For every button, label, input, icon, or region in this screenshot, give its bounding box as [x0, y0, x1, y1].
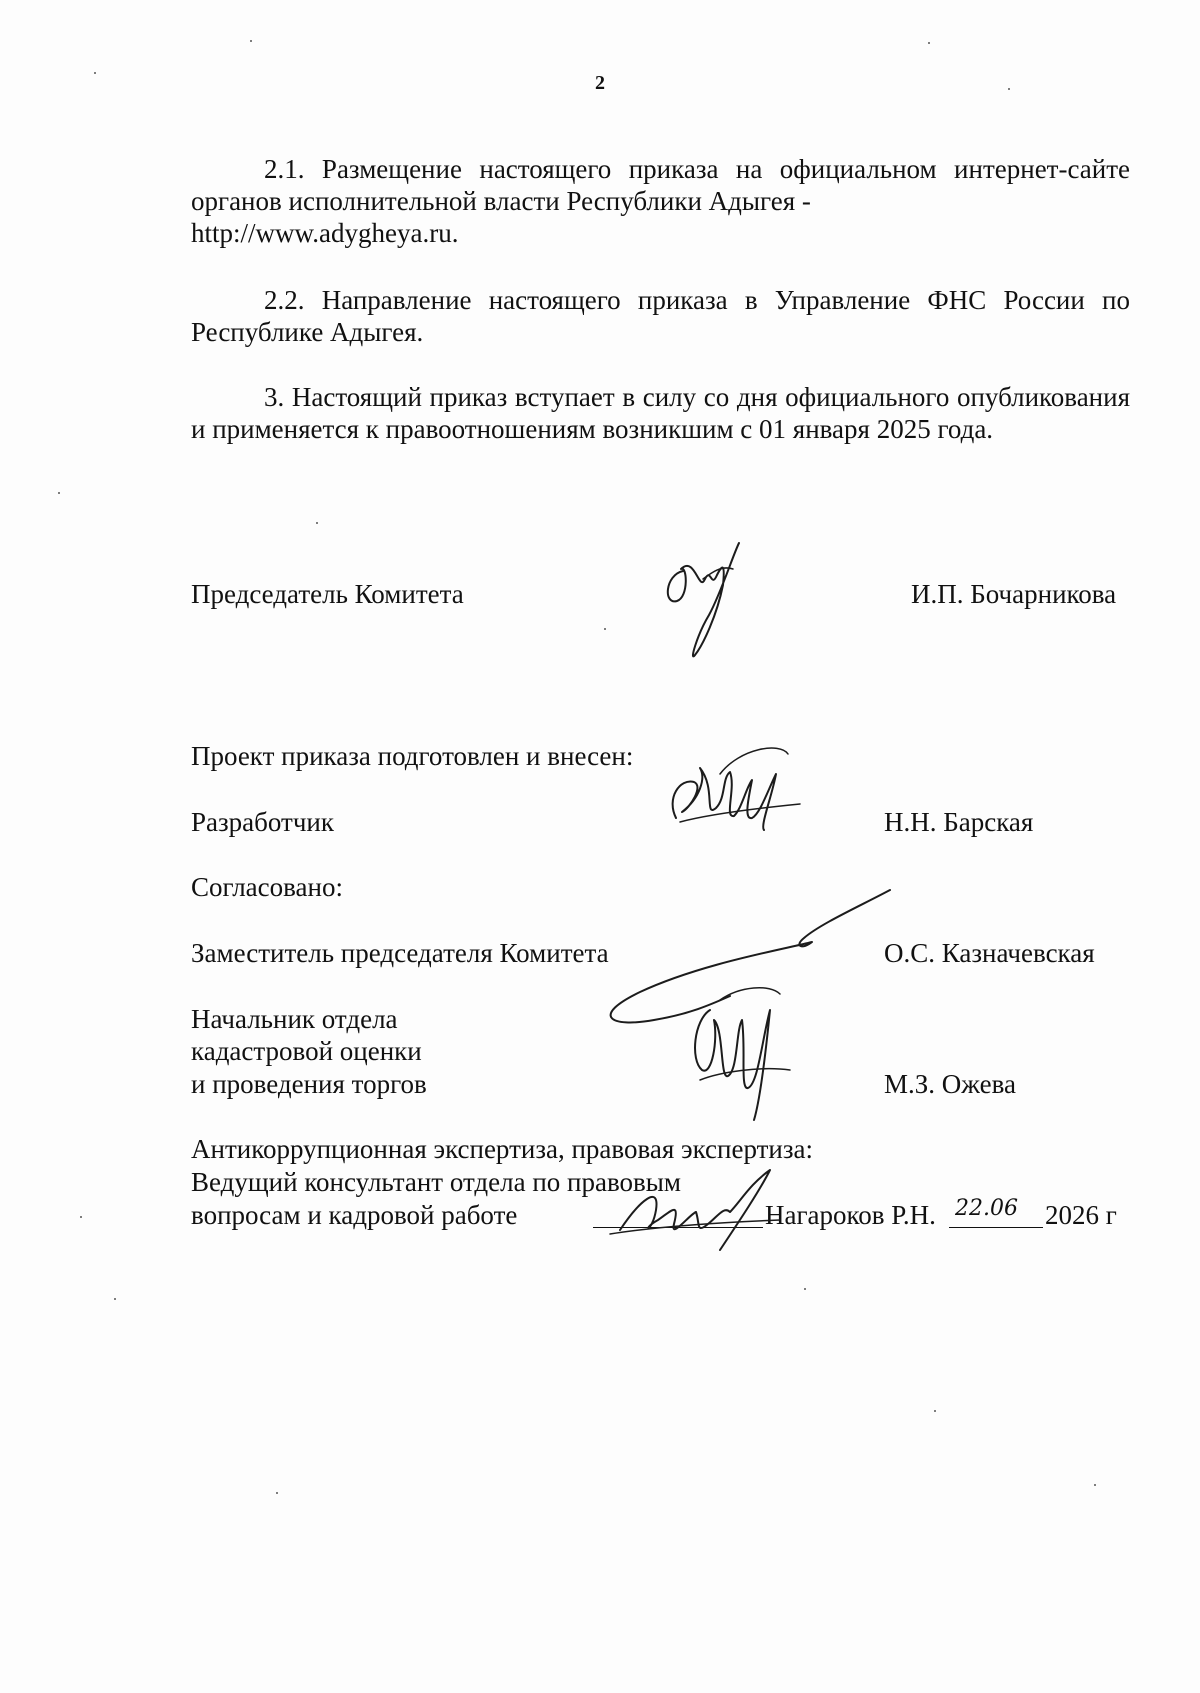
paragraph-2-1 [191, 153, 1130, 217]
website-link-text: http://www.adygheya.ru. [191, 218, 459, 248]
paragraph-2-2-text: 2.2. Направление настоящего приказа в Управление ФНС России по Республике Адыгея. [191, 285, 1130, 347]
head-signature [680, 980, 800, 1130]
scan-speck [1008, 88, 1010, 90]
head-row [191, 1068, 1130, 1100]
expertise-name: Нагароков Р.Н. [765, 1200, 936, 1230]
scan-speck [604, 628, 606, 630]
paragraph-3-text: 3. Настоящий приказ вступает в силу со дня официального опубликования и применяется к правоотношениям возникшим с 01 января 2025 года. [191, 382, 1130, 444]
scan-speck [250, 40, 252, 42]
expertise-year: 2026 г [1045, 1200, 1117, 1230]
paragraph-2-1-text: 2.1. Размещение настоящего приказа на официальном интернет-сайте органов исполнительной власти Республики Адыгея - [191, 154, 1130, 216]
scan-speck [114, 1298, 116, 1300]
page-number: 2 [595, 72, 605, 94]
head-role-line2: кадастровой оценки [191, 1036, 422, 1066]
paragraph-2-1-link [191, 217, 1130, 249]
deputy-role: Заместитель председателя Комитета [191, 938, 609, 968]
scan-speck [276, 1492, 278, 1494]
developer-role: Разработчик [191, 807, 334, 837]
expertise-heading: Антикоррупционная экспертиза, правовая экспертиза: [191, 1134, 814, 1164]
deputy-name: О.С. Казначевская [884, 938, 1095, 968]
scan-speck [1094, 1484, 1096, 1486]
scan-speck [58, 492, 60, 494]
scan-speck [804, 1288, 806, 1290]
expertise-role-line1: Ведущий консультант отдела по правовым [191, 1167, 682, 1197]
scan-speck [928, 42, 930, 44]
head-role-line2-row [191, 1035, 1130, 1067]
head-role-line1: Начальник отдела [191, 1004, 398, 1034]
prepared-heading: Проект приказа подготовлен и внесен: [191, 741, 634, 771]
paragraph-2-2 [191, 284, 1130, 348]
developer-name: Н.Н. Барская [884, 807, 1034, 837]
chairman-title: Председатель Комитета [191, 579, 464, 609]
scan-speck [316, 522, 318, 524]
head-role-line1-row [191, 1003, 1130, 1035]
head-name: М.З. Ожева [884, 1069, 1016, 1099]
chairman-signature [655, 535, 765, 665]
agreed-heading: Согласовано: [191, 872, 343, 902]
head-role-line3: и проведения торгов [191, 1069, 427, 1099]
scan-speck [80, 1216, 82, 1218]
scan-speck [934, 1410, 936, 1412]
chairman-name: И.П. Бочарникова [911, 579, 1117, 609]
paragraph-3 [191, 381, 1130, 445]
expertise-role-line2: вопросам и кадровой работе [191, 1200, 518, 1230]
expertise-date: 22.06 [955, 1196, 1018, 1221]
developer-signature [660, 738, 810, 838]
scan-speck [94, 72, 96, 74]
expertise-signature [600, 1150, 790, 1260]
